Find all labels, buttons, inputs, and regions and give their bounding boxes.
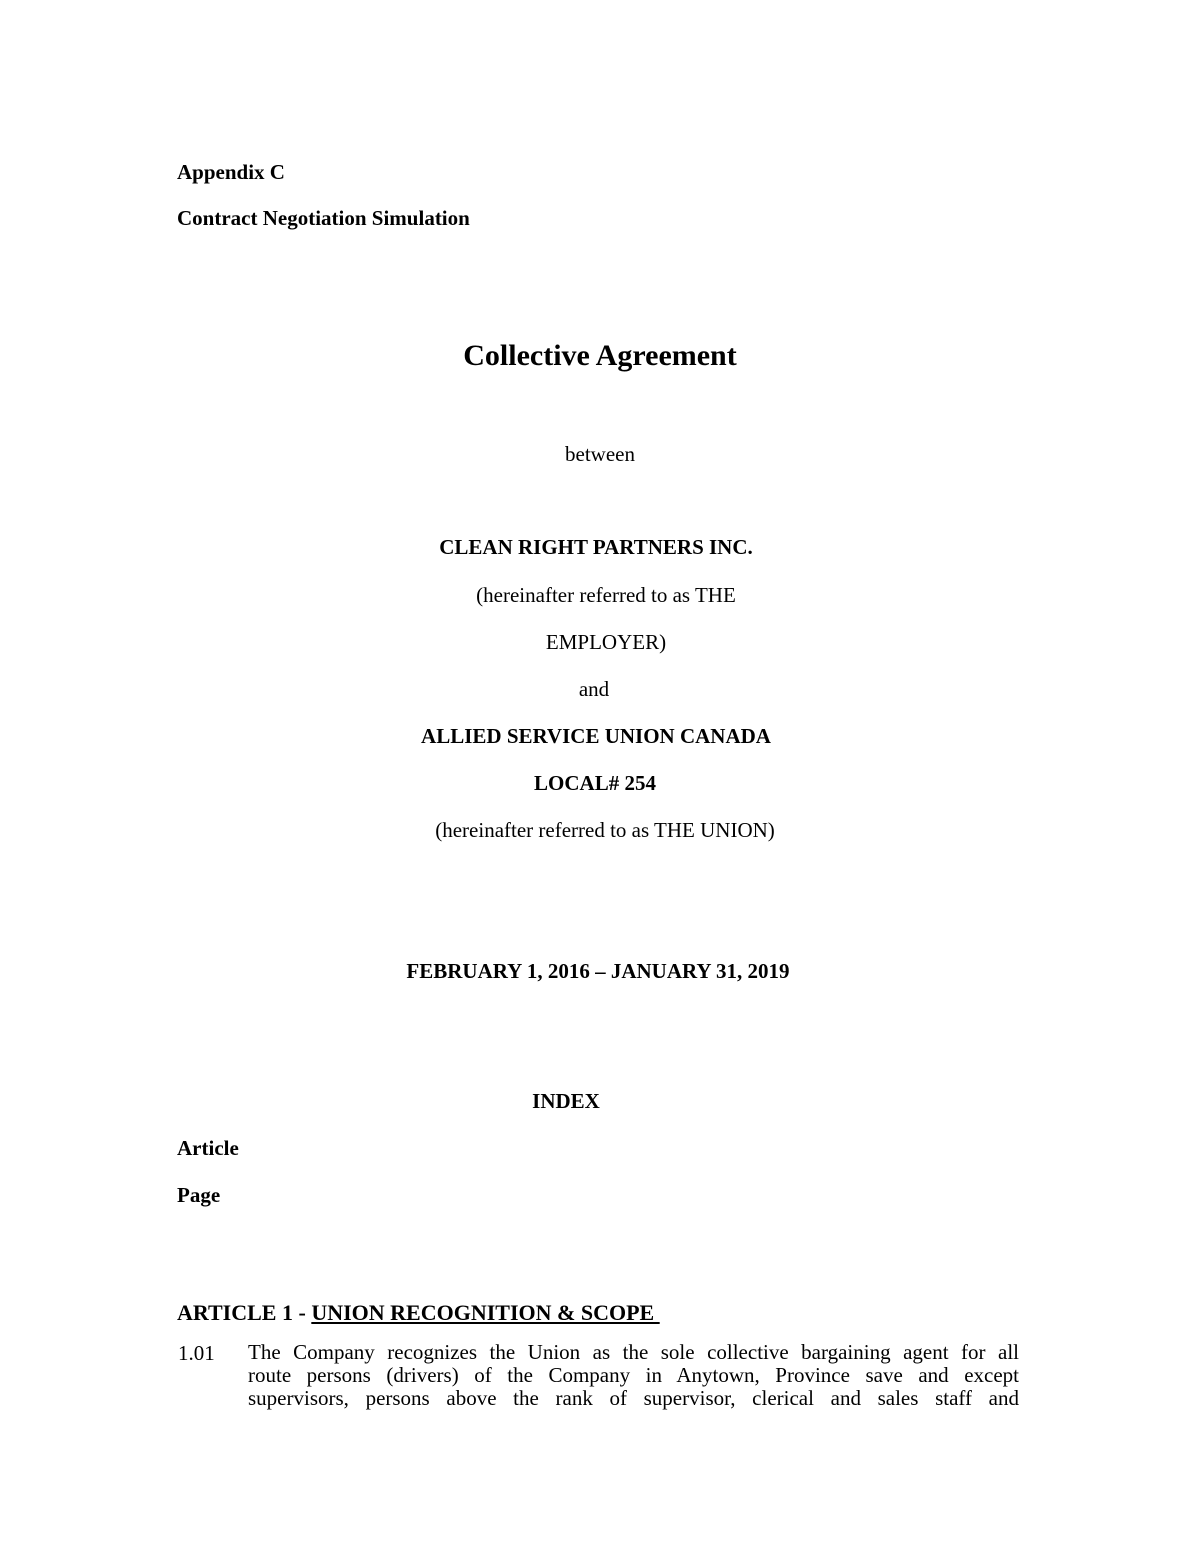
clause-line: supervisors, persons above the rank of supervisor, clerical and sales staff and <box>248 1387 1019 1410</box>
index-column-page: Page <box>177 1183 221 1207</box>
employer-reference-line-1: (hereinafter referred to as THE <box>476 583 736 607</box>
employer-name: CLEAN RIGHT PARTNERS INC. <box>439 535 753 559</box>
agreement-term: FEBRUARY 1, 2016 – JANUARY 31, 2019 <box>406 959 790 983</box>
employer-reference-line-2: EMPLOYER) <box>545 630 667 654</box>
union-local: LOCAL# 254 <box>534 771 656 795</box>
appendix-label: Appendix C <box>177 160 285 184</box>
article-1-prefix: ARTICLE 1 - <box>177 1300 312 1325</box>
union-reference: (hereinafter referred to as THE UNION) <box>435 818 775 842</box>
index-heading: INDEX <box>532 1089 600 1113</box>
and-text: and <box>578 677 610 701</box>
clause-line: route persons (drivers) of the Company in Anytown, Province save and except <box>248 1364 1019 1387</box>
union-name: ALLIED SERVICE UNION CANADA <box>421 724 771 748</box>
article-1-title: UNION RECOGNITION & SCOPE <box>311 1300 660 1325</box>
clause-1-01-text <box>248 1341 1019 1410</box>
between-text: between <box>565 442 635 466</box>
document-title: Collective Agreement <box>463 339 737 372</box>
appendix-subtitle: Contract Negotiation Simulation <box>177 206 470 230</box>
clause-line: The Company recognizes the Union as the sole collective bargaining agent for all <box>248 1341 1019 1364</box>
article-1-heading <box>177 1300 660 1326</box>
index-column-article: Article <box>177 1136 239 1160</box>
clause-number: 1.01 <box>178 1341 215 1365</box>
